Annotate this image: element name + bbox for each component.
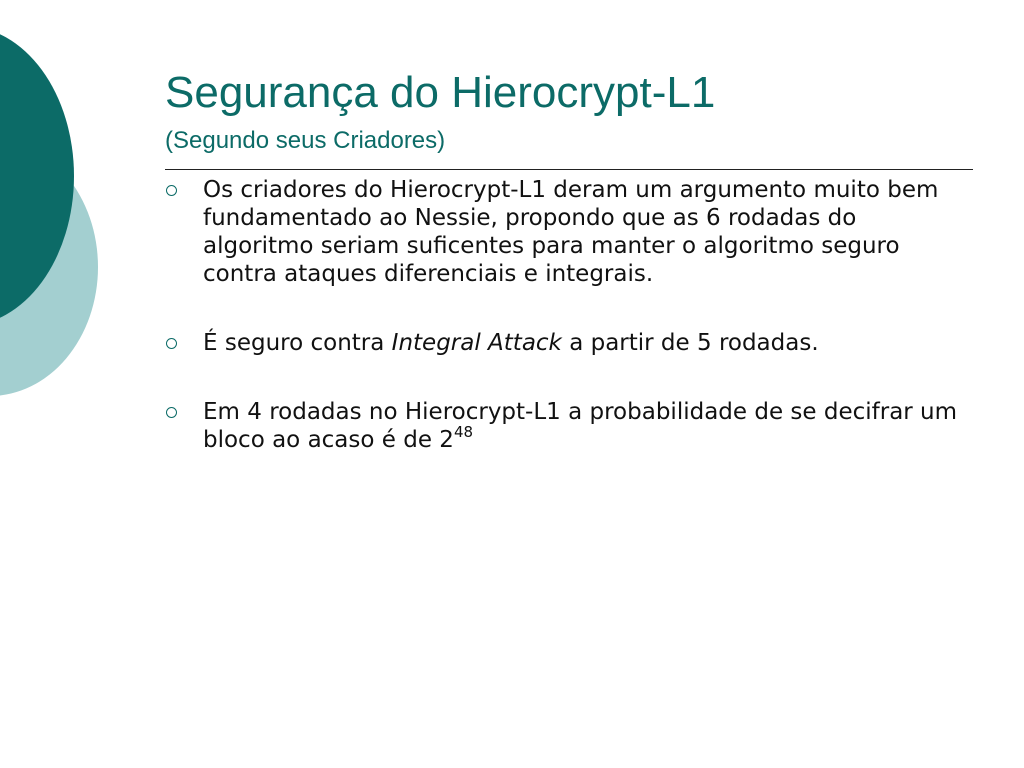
bullet-item bbox=[164, 329, 964, 357]
hollow-circle-bullet-icon bbox=[166, 185, 177, 196]
hollow-circle-bullet-icon bbox=[166, 407, 177, 418]
bullet-text: Os criadores do Hierocrypt-L1 deram um argumento muito bem fundamentado ao Nessie, propondo que as 6 rodadas do algoritmo seriam suficentes para manter o algoritmo seguro contra ataques diferenciais e integrais. bbox=[203, 177, 939, 287]
bullet-item bbox=[164, 398, 964, 454]
slide-title: Segurança do Hierocrypt-L1 bbox=[165, 68, 716, 117]
bullet-item bbox=[164, 176, 964, 288]
bullet-italic-text: Integral Attack bbox=[391, 330, 562, 356]
bullet-text: Em 4 rodadas no Hierocrypt-L1 a probabilidade de se decifrar um bloco ao acaso é de 2 bbox=[203, 399, 958, 453]
slide-subtitle: (Segundo seus Criadores) bbox=[165, 127, 446, 154]
bullet-text-after: a partir de 5 rodadas. bbox=[561, 330, 819, 356]
bullet-list bbox=[164, 176, 964, 495]
bullet-superscript: 48 bbox=[453, 423, 474, 442]
hollow-circle-bullet-icon bbox=[166, 338, 177, 349]
title-divider bbox=[165, 169, 973, 170]
bullet-text-before: É seguro contra bbox=[203, 330, 392, 356]
